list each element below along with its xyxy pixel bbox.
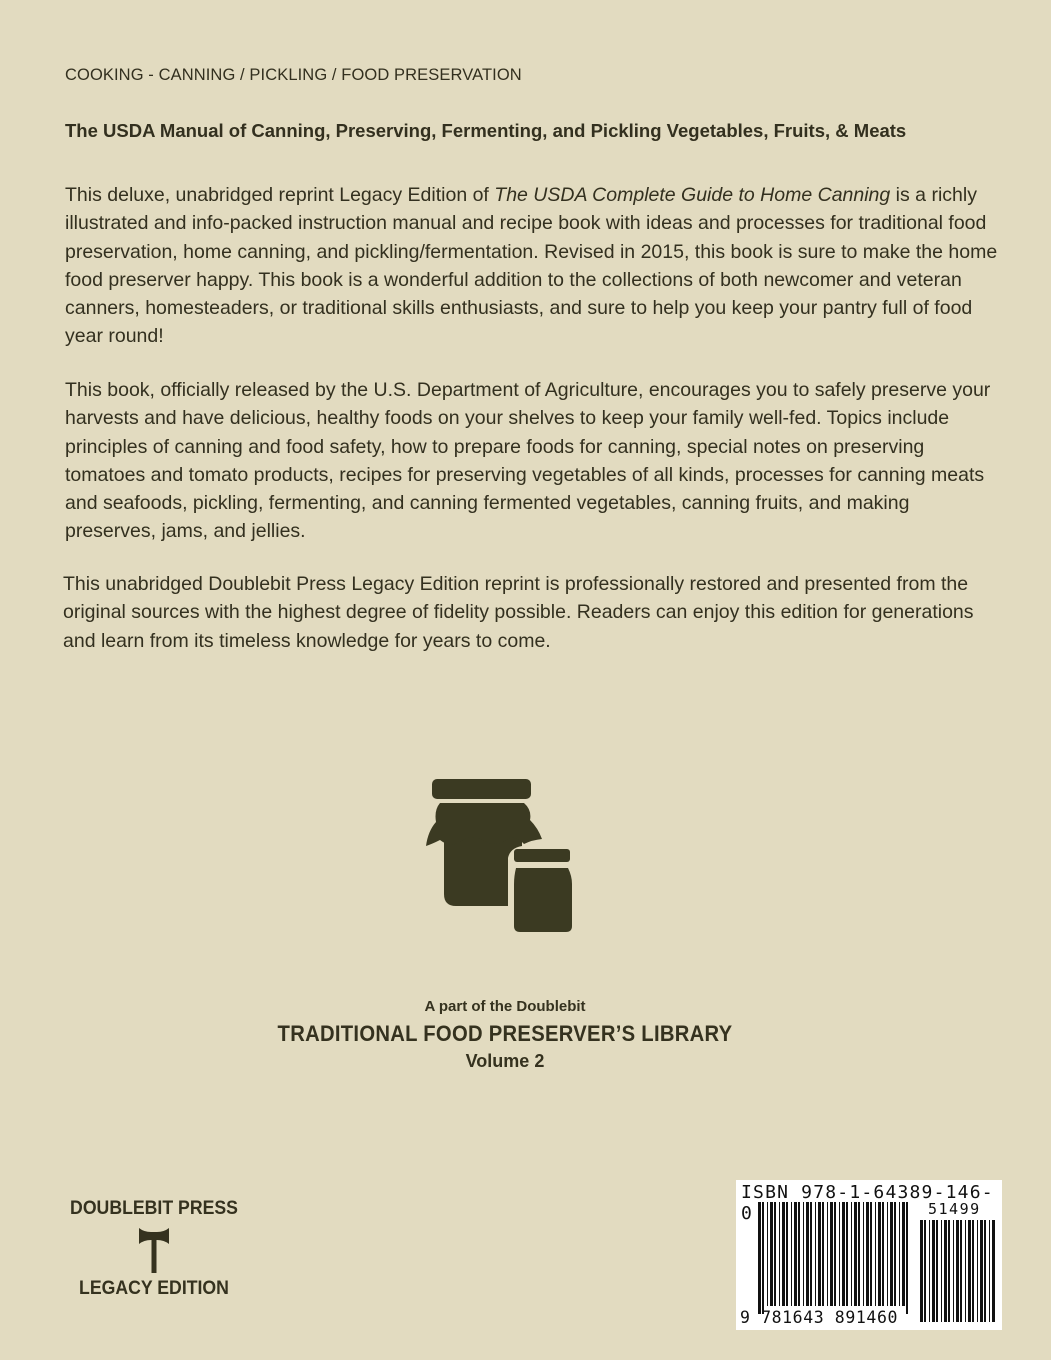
double-bit-axe-icon [136, 1226, 172, 1274]
publisher-logo [50, 1198, 258, 1300]
barcode-bar [941, 1220, 942, 1322]
publisher-name: DOUBLEBIT PRESS [70, 1198, 238, 1219]
barcode-bar [924, 1220, 926, 1322]
book-subtitle-headline: The USDA Manual of Canning, Preserving, Fermenting, and Pickling Vegetables, Fruits, & Meats [65, 120, 907, 141]
isbn-label: ISBN 978-1-64389-146-0 [741, 1182, 994, 1224]
barcode-bar [944, 1220, 947, 1322]
series-volume: Volume 2 [465, 1051, 545, 1071]
barcode-bar [965, 1220, 966, 1322]
barcode-bar [992, 1220, 995, 1322]
price-addon-digits: 51499 [928, 1200, 981, 1218]
isbn-barcode [736, 1180, 1002, 1330]
barcode-bar [977, 1220, 978, 1322]
big-jar-body [444, 836, 522, 906]
series-name: TRADITIONAL FOOD PRESERVER’S LIBRARY [277, 1021, 733, 1046]
barcode-bar [960, 1220, 962, 1322]
barcode-bar [989, 1220, 990, 1322]
description-paragraph-3: This unabridged Doublebit Press Legacy Edition reprint is professionally restored and presented from the original sources with the highest degree of fidelity possible. Readers can enjoy this edition for generations and learn from its timeless knowledge for years to come. [63, 573, 974, 652]
small-jar-lid [514, 849, 570, 862]
barcode-bar [929, 1220, 930, 1322]
publisher-edition: LEGACY EDITION [79, 1278, 229, 1299]
series-intro: A part of the Doublebit [424, 998, 586, 1015]
p1-lead: This deluxe, unabridged reprint Legacy Edition of [65, 184, 495, 206]
description-paragraph-2: This book, officially released by the U.S. Department of Agriculture, encourages you to safely preserve your harvests and have delicious, healthy foods on your shelves to keep your family well-fed. Topics include principles of canning and food safety, how to prepare foods for canning, special notes on preserving tomatoes and tomato products, recipes for preserving vegetables of all kinds, processes for canning meats and seafoods, pickling, fermenting, and canning fermented vegetables, canning fruits, and making preserves, jams, and jellies. [65, 379, 991, 543]
jars-graphic [420, 776, 580, 934]
barcode-bar [936, 1220, 938, 1322]
p1-rest: is a richly illustrated and info-packed instruction manual and recipe book with ideas and processes for traditional food preservation, home canning, and pickling/fermentation. Revised in 2015, this book is sure to make the home food preserver happy. This book is a wonderful addition to the collections of both newcomer and veteran canners, homesteaders, or traditional skills enthusiasts, and sure to help you keep your pantry full of food year round! [65, 184, 998, 348]
barcode-bar [984, 1220, 986, 1322]
preserve-jars-icon [420, 776, 580, 934]
book-title-italic: The USDA Complete Guide to Home Canning [494, 184, 891, 206]
barcode-bar [980, 1220, 983, 1322]
barcode-bar [948, 1220, 950, 1322]
small-jar-body [514, 868, 572, 932]
cloth-cover [426, 803, 542, 846]
category-line: COOKING - CANNING / PICKLING / FOOD PRESERVATION [65, 66, 522, 84]
barcode-bar [953, 1220, 954, 1322]
barcode-bar [920, 1220, 923, 1322]
barcode-bar [968, 1220, 971, 1322]
barcode-bar [932, 1220, 935, 1322]
big-jar-lid [432, 779, 531, 799]
ean-digits: 9 781643 891460 [740, 1308, 899, 1327]
description-paragraph-1 [65, 181, 1000, 351]
barcode-bar [972, 1220, 974, 1322]
barcode-bar [956, 1220, 959, 1322]
